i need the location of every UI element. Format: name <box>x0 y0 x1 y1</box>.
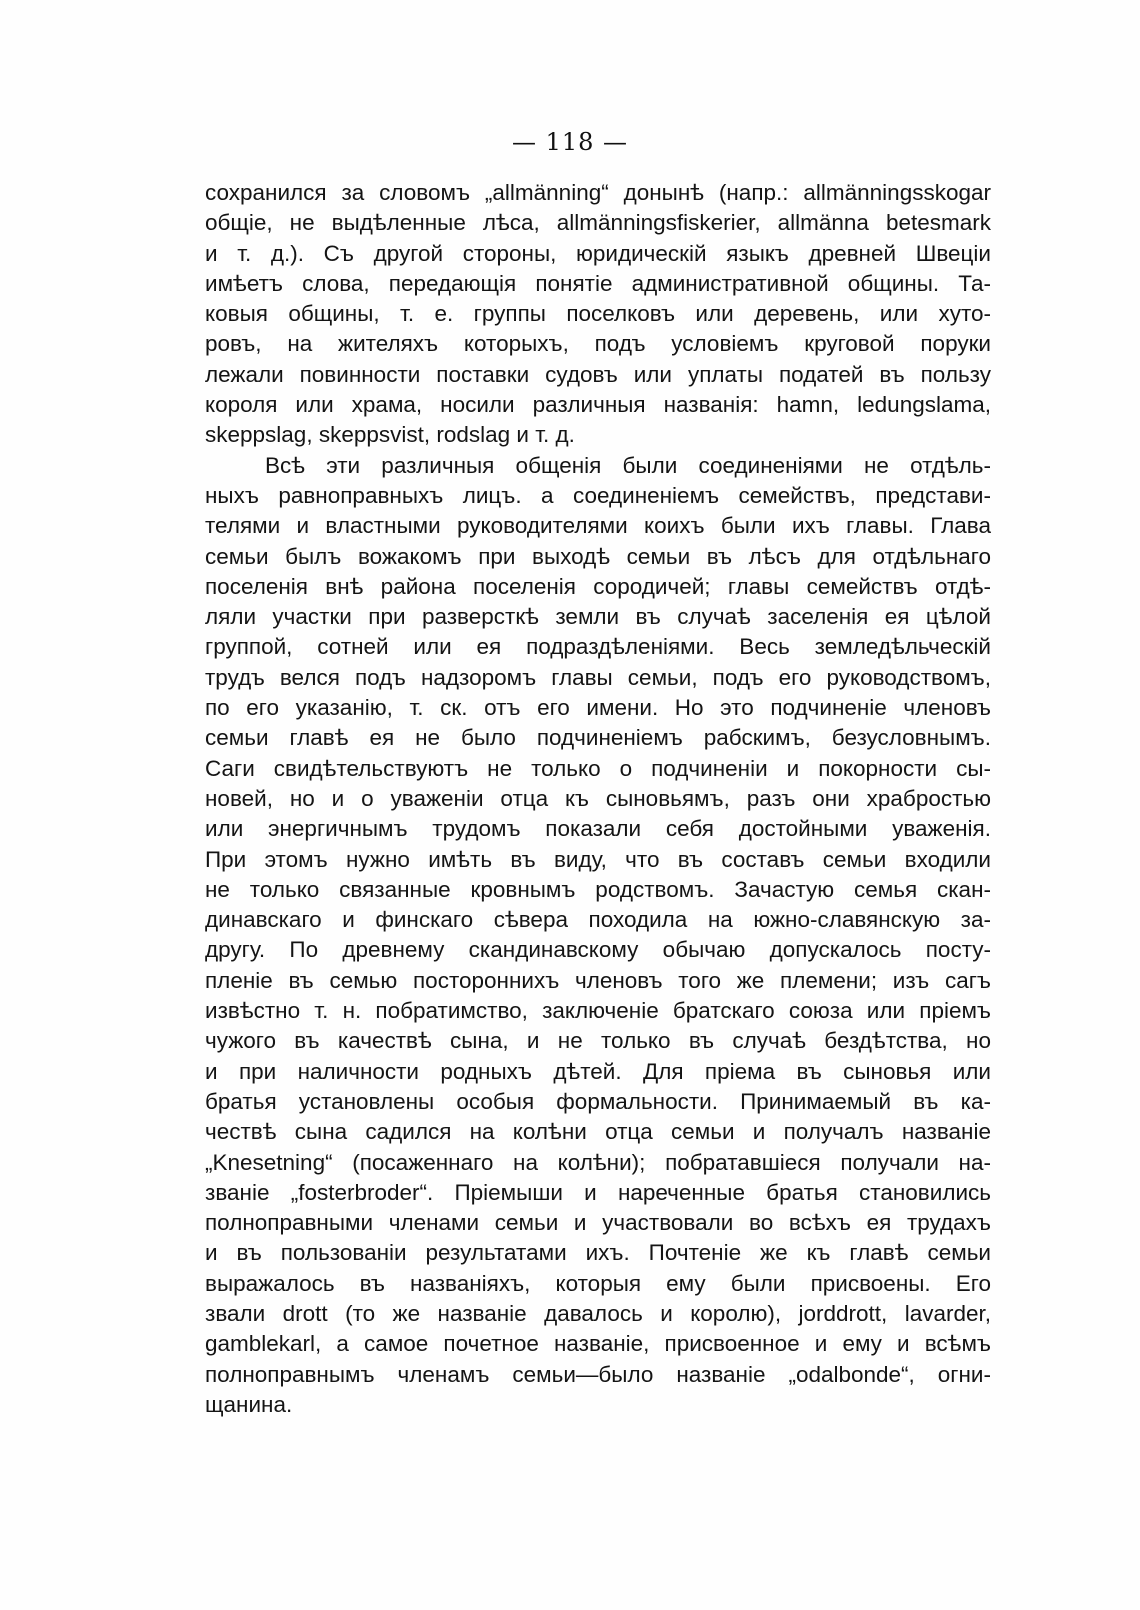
text-line: выражалось въ названіяхъ, которыя ему были присвоены. Его <box>205 1270 991 1296</box>
text-line: skeppslag, skeppsvist, rodslag и т. д. <box>205 422 575 448</box>
page-number: — 118 — <box>511 128 629 156</box>
text-line: званіе „fosterbroder“. Пріемыши и нареченные братья становились <box>205 1179 991 1205</box>
text-line: пленіе въ семью постороннихъ членовъ того же племени; изъ сагъ <box>205 967 991 993</box>
text-line: поселенія внѣ района поселенія сородичей; главы семействъ отдѣ- <box>205 573 991 599</box>
text-line: семьи главѣ ея не было подчиненіемъ рабскимъ, безусловнымъ. <box>205 725 991 751</box>
text-line: полноправнымъ членамъ семьи—было названіе „odalbonde“, огни- <box>205 1361 991 1387</box>
text-line: и при наличности родныхъ дѣтей. Для пріема въ сыновья или <box>205 1058 991 1084</box>
text-line: gamblekarl, а самое почетное названіе, присвоенное и ему и всѣмъ <box>205 1331 991 1357</box>
text-line: по его указанію, т. ск. отъ его имени. Но это подчиненіе членовъ <box>205 695 991 721</box>
body-text <box>205 178 991 1420</box>
text-line: и въ пользованіи результатами ихъ. Почтеніе же къ главѣ семьи <box>205 1240 991 1266</box>
text-line: ляли участки при разверсткѣ земли въ случаѣ заселенія ея цѣлой <box>205 604 991 630</box>
text-line: ковыя общины, т. е. группы поселковъ или деревень, или хуто- <box>205 301 991 327</box>
text-line: звали drott (то же названіе давалось и королю), jorddrott, lavarder, <box>205 1300 991 1326</box>
text-line: Всѣ эти различныя общенія были соединеніями не отдѣль- <box>265 452 991 478</box>
text-line: ровъ, на жителяхъ которыхъ, подъ условіемъ круговой поруки <box>205 331 991 357</box>
text-line: динавскаго и финскаго сѣвера походила на южно-славянскую за- <box>205 907 991 933</box>
text-line: общіе, не выдѣленные лѣса, allmänningsfiskerier, allmänna betesmark <box>205 210 991 236</box>
text-line: братья установлены особыя формальности. Принимаемый въ ка- <box>205 1088 991 1114</box>
text-line: При этомъ нужно имѣть въ виду, что въ составъ семьи входили <box>205 846 991 872</box>
text-line: трудъ велся подъ надзоромъ главы семьи, подъ его руководствомъ, <box>205 664 991 690</box>
text-line: новей, но и о уваженіи отца къ сыновьямъ, разъ они храбростью <box>205 785 991 811</box>
text-line: семьи былъ вожакомъ при выходѣ семьи въ лѣсъ для отдѣльнаго <box>205 543 991 569</box>
text-line: полноправными членами семьи и участвовали во всѣхъ ея трудахъ <box>205 1210 991 1236</box>
text-line: сохранился за словомъ „allmänning“ донынѣ (напр.: allmänningsskogar <box>205 180 991 205</box>
text-line: чествѣ сына садился на колѣни отца семьи и получалъ названіе <box>205 1119 991 1145</box>
text-line: короля или храма, носили различныя названія: hamn, ledungslama, <box>205 392 991 418</box>
text-line: ныхъ равноправныхъ лицъ. а соединеніемъ семействъ, представи- <box>205 482 991 508</box>
text-line: „Knesetning“ (посаженнаго на колѣни); побратавшіеся получали на- <box>205 1149 991 1175</box>
text-line: лежали повинности поставки судовъ или уплаты податей въ пользу <box>205 361 991 387</box>
text-line: и т. д.). Съ другой стороны, юридическій языкъ древней Швеціи <box>205 240 991 266</box>
text-line: другу. По древнему скандинавскому обычаю допускалось посту- <box>205 937 991 963</box>
text-line: не только связанные кровнымъ родствомъ. Зачастую семья скан- <box>205 876 991 902</box>
text-line: чужого въ качествѣ сына, и не только въ случаѣ бездѣтства, но <box>205 1028 991 1054</box>
text-line: щанина. <box>205 1391 293 1417</box>
text-line: группой, сотней или ея подраздѣленіями. Весь земледѣльческій <box>205 634 991 660</box>
text-line: извѣстно т. н. побратимство, заключеніе братскаго союза или пріемъ <box>205 998 991 1024</box>
text-line: или энергичнымъ трудомъ показали себя достойными уваженія. <box>205 816 991 842</box>
text-line: Саги свидѣтельствуютъ не только о подчиненіи и покорности сы- <box>205 755 991 781</box>
text-line: имѣетъ слова, передающія понятіе административной общины. Та- <box>205 270 991 296</box>
text-line: телями и властными руководителями коихъ были ихъ главы. Глава <box>205 513 991 539</box>
